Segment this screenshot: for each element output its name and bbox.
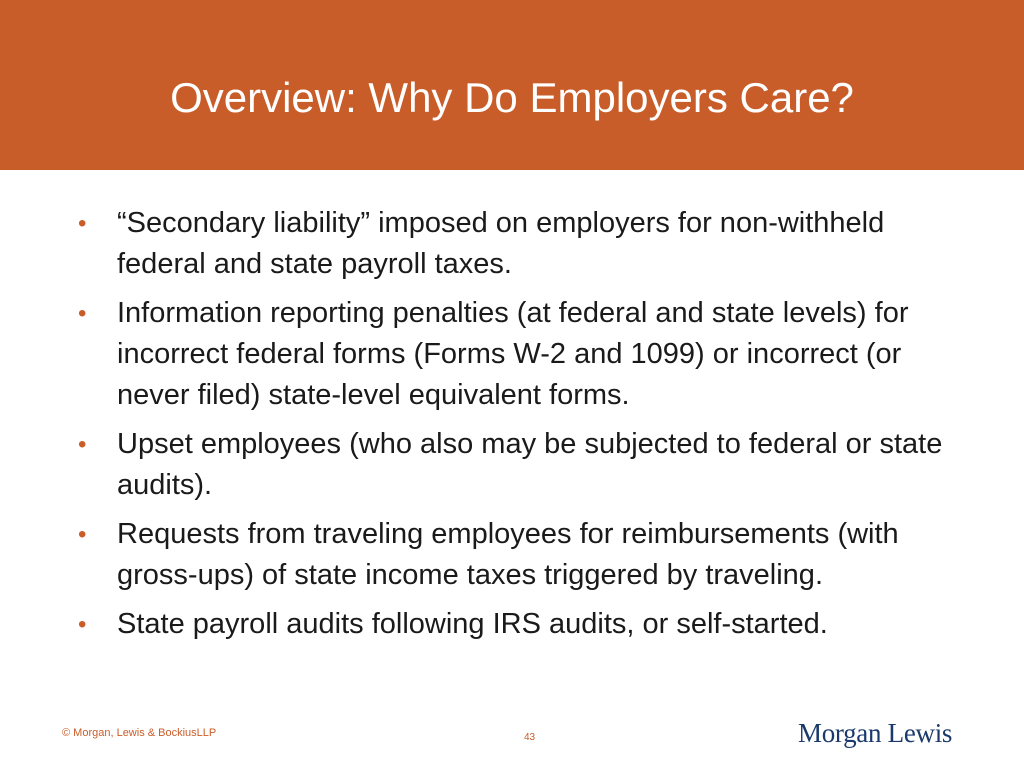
bullet-list [78,203,978,653]
bullet-item [78,293,978,416]
bullet-text: Upset employees (who also may be subjected to federal or state audits). [117,428,943,501]
title-bar [0,0,1024,170]
bullet-item [78,604,978,645]
bullet-text: Requests from traveling employees for reimbursements (with gross-ups) of state income taxes triggered by traveling. [117,518,899,591]
bullet-item [78,514,978,596]
slide-title: Overview: Why Do Employers Care? [170,74,854,121]
company-logo: Morgan Lewis [798,718,953,748]
footer-copyright: © Morgan, Lewis & BockiusLLP [62,727,217,739]
bullet-text: State payroll audits following IRS audits, or self-started. [117,608,828,640]
bullet-icon: • [78,210,87,237]
bullet-item [78,424,978,506]
bullet-icon: • [78,300,87,327]
bullet-item [78,203,978,285]
bullet-icon: • [78,611,87,638]
page-number: 43 [524,732,536,743]
bullet-text: “Secondary liability” imposed on employers for non-withheld federal and state payroll taxes. [117,207,885,280]
bullet-text: Information reporting penalties (at federal and state levels) for incorrect federal forms (Forms W-2 and 1099) or incorrect (or never filed) state-level equivalent forms. [117,297,909,411]
bullet-icon: • [78,521,87,548]
bullet-icon: • [78,431,87,458]
